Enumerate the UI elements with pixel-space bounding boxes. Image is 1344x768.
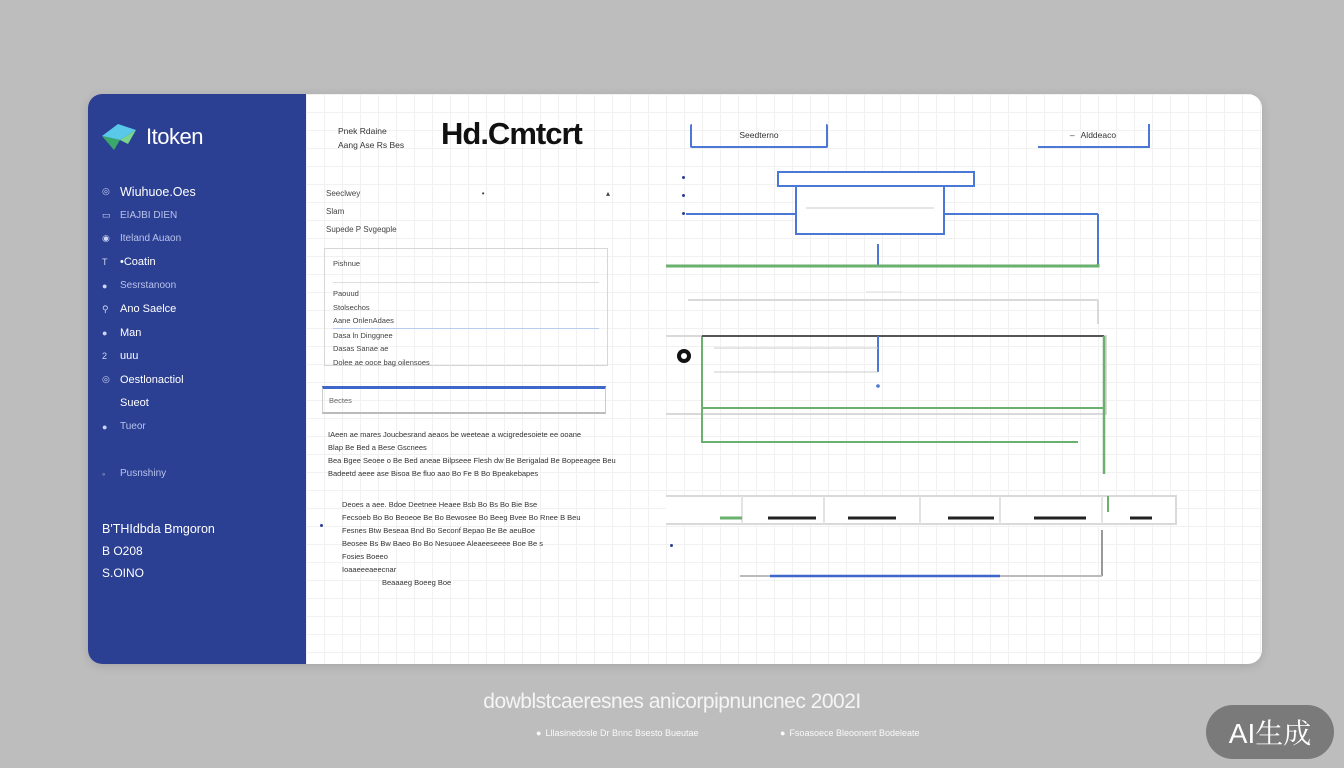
card-line: Paouud (333, 289, 359, 298)
breadcrumb[interactable] (338, 124, 404, 152)
main-panel (306, 94, 1262, 664)
text-icon: T (102, 257, 108, 268)
sidebar-item-label: Pusnshiny (120, 468, 167, 480)
form-row[interactable] (326, 202, 610, 220)
green-frame (702, 336, 1078, 442)
sidebar-item-12[interactable] (102, 462, 302, 486)
bullet-dot (320, 524, 323, 527)
dash-icon: – (1069, 130, 1075, 140)
flow-diagram (666, 168, 1186, 588)
cursor-icon-inner (681, 353, 687, 359)
bullet-icon: ◦ (102, 468, 106, 479)
paragraph-line: Ioaaeeeaeecnar (342, 565, 397, 574)
history-icon: ◉ (102, 233, 110, 244)
paragraph-line: Fecsoeb Bo Bo Beoeoe Be Bo Bewosee Bo Beeg Bvee Bo Rnee B Beu (342, 513, 581, 522)
sidebar-item-label: Sesrstanoon (120, 280, 177, 292)
pin-icon: ⚲ (102, 303, 109, 314)
sidebar-item-label: EIAJBI DIEN (120, 209, 178, 221)
caption-text: Fsoasoece Bleoonent Bodeleate (789, 728, 920, 738)
filter-dropdown[interactable] (1038, 124, 1150, 148)
card-line: Stolsechos (333, 302, 370, 312)
leaf-icon: ● (102, 421, 108, 432)
row-marker-icon: • (481, 188, 485, 198)
brand-mark-icon (100, 122, 136, 152)
sidebar-item-label: Wiuhuoe.Oes (120, 184, 196, 199)
paragraph-line: IAeen ae mares Joucbesrand aeaos be weeteae a wcigredesoiete ee ooane (328, 430, 582, 439)
form-row (326, 220, 610, 238)
paragraph-line: Fesnes Btw Beseaa Bnd Bo Seconf Bepao Be Be aeuBoe (342, 526, 536, 535)
paragraph-line: Fosies Boeeo (342, 552, 388, 561)
sidebar (88, 94, 306, 664)
sidebar-item-3[interactable] (102, 251, 302, 275)
form-label: Slam (326, 206, 345, 216)
sidebar-footer (102, 518, 215, 584)
sidebar-item-0[interactable] (102, 180, 302, 204)
text-input[interactable]: Bectes (322, 386, 606, 414)
brand-logo[interactable] (100, 122, 203, 152)
page-title: Hd.Cmtcrt (441, 116, 582, 151)
card-header: Pishnue (333, 259, 599, 283)
card-line: Aane OnlenAdaes (333, 314, 599, 329)
info-card (324, 248, 608, 366)
card-line: Dasas Sanae ae (333, 344, 389, 353)
paragraph-line: Deoes a aee. Bdoe Deetnee Heaee Bsb Bo Bs Bo Bie Bse (342, 500, 538, 509)
drop-icon: ● (102, 280, 108, 291)
notes-paragraph (342, 498, 612, 589)
sidebar-item-10[interactable] (102, 415, 302, 439)
paragraph-line: Beaaaeg Boeeg Boe (382, 578, 452, 587)
card-line: Dasa ln Dinggnee (333, 330, 393, 340)
circle-icon: ◎ (102, 186, 110, 197)
sidebar-item-label: Man (120, 326, 142, 339)
footer-line: S.OINO (102, 566, 145, 580)
paragraph-line: Badeetd aeee ase Bisoa Be fluo aao Bo Fe B Bo Bpeakebapes (328, 469, 539, 478)
center-node[interactable] (796, 186, 944, 234)
paragraph-line: Bea Bgee Seoee o Be Bed aneae Bilpseee Flesh dw Be Berigalad Be Bopeeagee Beu (328, 456, 616, 465)
sidebar-nav (102, 180, 302, 486)
ai-generated-badge: AI生成 (1206, 705, 1334, 759)
top-node[interactable] (778, 172, 974, 186)
dot-icon: ● (102, 327, 108, 338)
paragraph-line: Blap Be Bed a Bese Gscnees (328, 443, 427, 452)
breadcrumb-line: Pnek Rdaine (338, 126, 387, 136)
form-label: Supede P Svgeqple (326, 224, 397, 234)
sidebar-item-7[interactable] (102, 345, 302, 369)
footer-line: B'THIdbda Bmgoron (102, 522, 215, 536)
sidebar-item-label: Tueor (120, 421, 146, 433)
sidebar-item-11 (102, 439, 302, 463)
sidebar-item-label: Oestlonactiol (120, 373, 184, 386)
sidebar-item-4[interactable] (102, 274, 302, 298)
search-input[interactable]: Seedterno (690, 124, 828, 148)
settings-icon: ◎ (102, 374, 110, 385)
caption-text: Lllasinedosle Dr Bnnc Bsesto Bueutae (545, 728, 699, 738)
sidebar-item-label: •Coatin (120, 256, 156, 269)
filter-label: Alddeaco (1080, 130, 1117, 140)
chevron-up-icon[interactable]: ▴ (605, 188, 610, 198)
sidebar-item-1[interactable] (102, 204, 302, 228)
breadcrumb-line: Aang Ase Rs Bes (338, 140, 405, 150)
form-row[interactable] (326, 184, 610, 202)
caption-title: dowblstcaeresnes anicorpipnuncnec 2002I (483, 690, 861, 713)
node-dot (876, 384, 880, 388)
sidebar-item-8[interactable] (102, 368, 302, 392)
card-line: Dolee ae ooce bag oilensoes (333, 357, 430, 367)
caption-subtitle-right (780, 728, 920, 738)
sidebar-item-5[interactable] (102, 298, 302, 322)
sidebar-item-9[interactable] (102, 392, 302, 416)
description-paragraph (328, 428, 618, 480)
sidebar-item-label: Sueot (120, 397, 149, 410)
number-icon: 2 (102, 351, 108, 362)
form-section (326, 184, 610, 238)
bullet-icon: ● (536, 728, 542, 738)
sidebar-item-label: Iteland Auaon (120, 233, 182, 245)
sidebar-item-2[interactable] (102, 227, 302, 251)
caption-subtitle-left (536, 728, 699, 738)
chat-icon: ▭ (102, 209, 111, 220)
paragraph-line: Beosee Bs Bw Baeo Bo Bo Nesuoee Aleaeeseeee Boe Be s (342, 539, 543, 548)
sidebar-item-label: uuu (120, 350, 139, 363)
sidebar-item-6[interactable] (102, 321, 302, 345)
sidebar-item-label: Ano Saelce (120, 303, 177, 316)
bullet-icon: ● (780, 728, 786, 738)
brand-name: Itoken (146, 124, 203, 149)
form-label: Seeclwey (326, 188, 361, 198)
flow-diagram-canvas (666, 168, 1186, 588)
app-window (88, 94, 1262, 664)
footer-line: B O208 (102, 544, 143, 558)
